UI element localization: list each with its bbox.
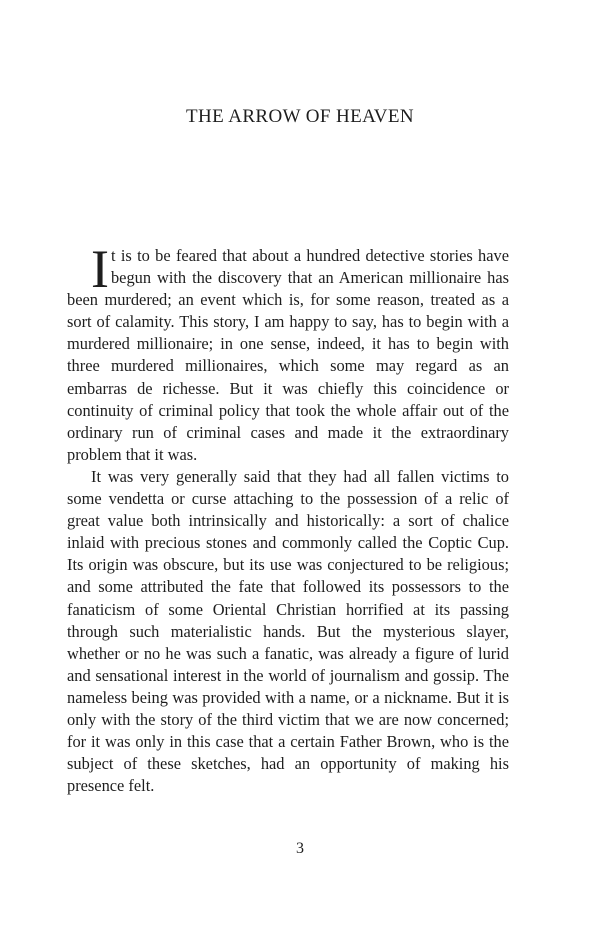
page-number: 3 (296, 840, 304, 857)
paragraph-2: It was very generally said that they had all fallen victims to some vendetta or curse attaching to the possession of a relic of great value both intrinsically and historically: a sort of chalice inlaid with precious stones and commonly called the Coptic Cup. Its origin was obscure, but its use was conjectured to be religious; and some attributed the fate that followed its possessors to the fanaticism of some Oriental Christian horrified at its passing through such materialistic hands. But the mysterious slayer, whether or no he was such a fanatic, was already a figure of lurid and sensational interest in the world of journalism and gossip. The nameless being was provided with a name, or a nickname. But it is only with the story of the third victim that we are now concerned; for it was only in this case that a certain Father Brown, who is the subject of these sketches, had an opportunity of making his presence felt. (67, 466, 509, 796)
chapter-title: THE ARROW OF HEAVEN (185, 106, 415, 127)
paragraph-1 (67, 239, 509, 466)
drop-cap: I (91, 239, 109, 299)
paragraph-1-text: t is to be feared that about a hundred detective stories have begun with the discovery that an American millionaire has been murdered; an event which is, for some reason, treated as a sort of calamity. This story, I am happy to say, has to begin with a murdered millionaire; in one sense, indeed, it has to begin with three murdered millionaires, which some may regard as an embarras de richesse. But it was chiefly this coincidence or continuity of criminal policy that took the whole affair out of the ordinary run of criminal cases and made it the extraordinary problem that it was. (67, 246, 509, 464)
body-text (67, 239, 509, 797)
